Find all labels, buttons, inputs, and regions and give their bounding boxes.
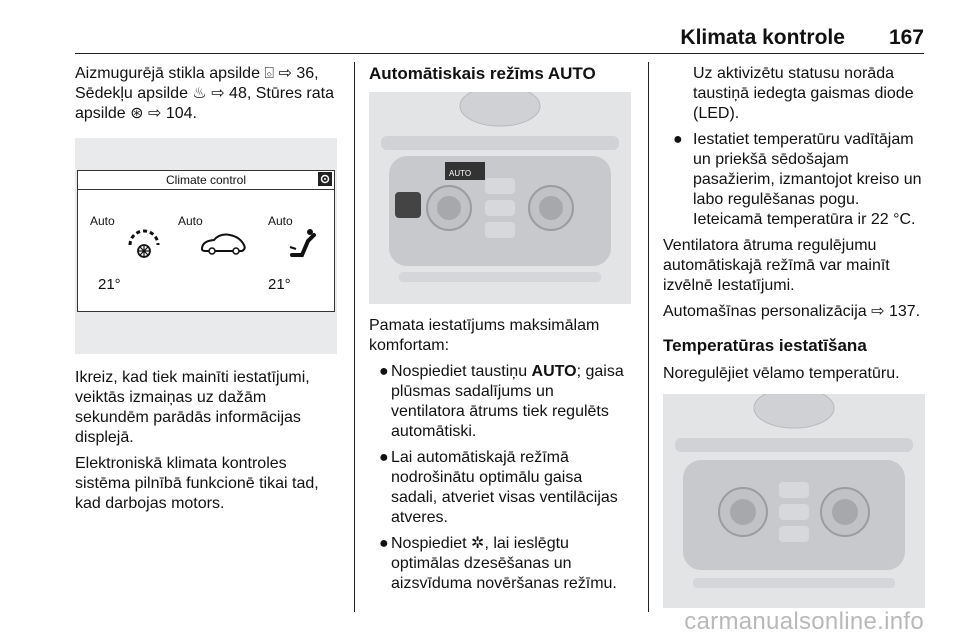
fan-icon bbox=[124, 229, 164, 261]
paragraph-personalization: Automašīnas personalizācija ⇨ 137. bbox=[663, 303, 921, 320]
watermark: carmanualsonline.info bbox=[684, 608, 924, 635]
page-number: 167 bbox=[888, 26, 924, 49]
column-3 bbox=[663, 64, 928, 608]
section-heading-temperature: Temperatūras iestatīšana bbox=[663, 336, 867, 355]
auto-label-seat: Auto bbox=[268, 214, 293, 228]
car-airflow-icon bbox=[198, 231, 248, 257]
bullet-set-temperature: ● Iestatiet temperatūru vadītājam un priekšā sēdošajam pasažierim, izmantojot kreiso un labo regulēšanas pogu. Ieteicamā temperatūra ir 22 °C. bbox=[673, 131, 922, 228]
climate-display-figure bbox=[75, 138, 337, 354]
climate-panel-auto-photo bbox=[369, 92, 631, 304]
page-title: Klimata kontrole bbox=[680, 26, 845, 49]
auto-label-distribution: Auto bbox=[178, 214, 203, 228]
column-2 bbox=[369, 64, 634, 600]
climate-panel-temperature-photo bbox=[663, 394, 925, 608]
intro-paragraph: Aizmugurējā stikla apsilde ⌺ ⇨ 36, Sēdekļu apsilde ♨ ⇨ 48, Stūres rata apsilde ⊛ ⇨ 104. bbox=[75, 65, 334, 122]
page-header bbox=[75, 24, 924, 54]
section-heading-auto: Automātiskais režīms AUTO bbox=[369, 64, 596, 83]
column-divider-2 bbox=[648, 62, 649, 612]
temperature-left: 21° bbox=[98, 276, 121, 293]
paragraph-engine-note: Elektroniskā klimata kontroles sistēma pilnībā funkcionē tikai tad, kad darbojas motors. bbox=[75, 455, 319, 512]
paragraph-comfort: Pamata iestatījums maksimālam komfortam: bbox=[369, 317, 600, 354]
auto-label-fan: Auto bbox=[90, 214, 115, 228]
settings-icon bbox=[318, 172, 332, 186]
seat-airflow-icon bbox=[288, 227, 318, 259]
temperature-right: 21° bbox=[268, 276, 291, 293]
bullet-press-auto: ● Nospiediet taustiņu AUTO; gaisa plūsmas sadalījums un ventilatora ātrums tiek regulēts automātiski. bbox=[379, 363, 624, 440]
paragraph-fan-speed: Ventilatora ātruma regulējumu automātiskajā režīmā var mainīt izvēlnē Iestatījumi. bbox=[663, 237, 890, 294]
paragraph-led-status: Uz aktivizētu statusu norāda taustiņā iedegta gaismas diode (LED). bbox=[693, 65, 914, 122]
display-title: Climate control bbox=[78, 171, 334, 190]
bullet-cooling-mode: ● Nospiediet ✲, lai ieslēgtu optimālas dzesēšanas un aizsvīduma novēršanas režīmu. bbox=[379, 535, 617, 592]
panel-auto-label: AUTO bbox=[449, 169, 472, 178]
column-divider-1 bbox=[354, 62, 355, 612]
climate-display-screen bbox=[77, 170, 335, 312]
bullet-open-vents: ● Lai automātiskajā režīmā nodrošinātu optimālu gaisa sadali, atveriet visas ventilācijas atveres. bbox=[379, 449, 618, 526]
column-1 bbox=[75, 64, 337, 520]
paragraph-settings-change: Ikreiz, kad tiek mainīti iestatījumi, veiktās izmaiņas uz dažām sekundēm parādās informācijas displejā. bbox=[75, 369, 310, 446]
paragraph-adjust-temperature: Noregulējiet vēlamo temperatūru. bbox=[663, 365, 900, 382]
